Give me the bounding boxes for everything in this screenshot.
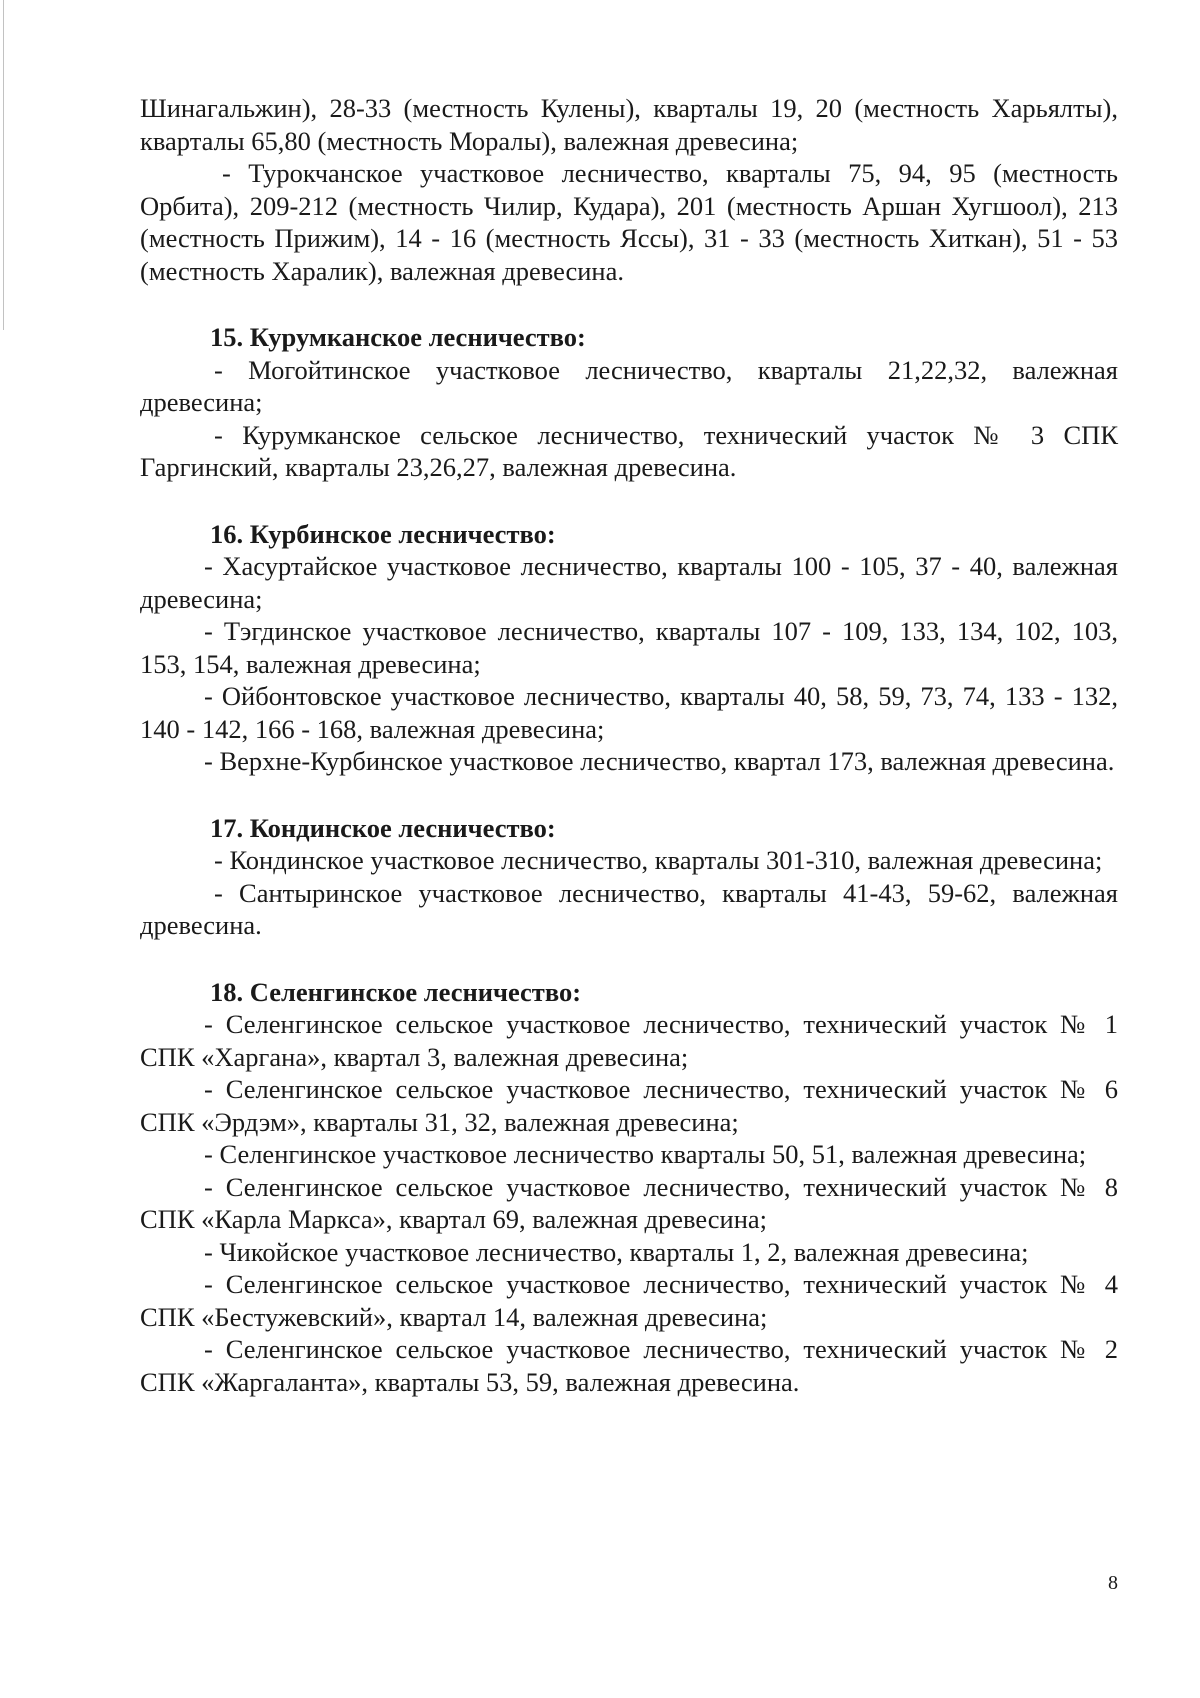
section-heading: 17. Кондинское лесничество:: [210, 812, 556, 843]
document-page: [140, 92, 1118, 1398]
list-item: - Селенгинское сельское участковое лесничество, технический участок № 6 СПК «Эрдэм», кварталы 31, 32, валежная древесина;: [140, 1074, 1118, 1137]
list-item: - Селенгинское участковое лесничество кварталы 50, 51, валежная древесина;: [204, 1139, 1087, 1169]
list-item: - Верхне-Курбинское участковое лесничество, квартал 173, валежная древесина.: [204, 746, 1115, 776]
list-item: - Тэгдинское участковое лесничество, кварталы 107 - 109, 133, 134, 102, 103, 153, 154, валежная древесина;: [140, 616, 1118, 679]
list-item: - Чикойское участковое лесничество, кварталы 1, 2, валежная древесина;: [204, 1236, 1029, 1267]
list-item: - Сантыринское участковое лесничество, кварталы 41-43, 59-62, валежная древесина.: [140, 877, 1118, 940]
scan-edge-line: [3, 0, 4, 330]
list-item: - Хасуртайское участковое лесничество, кварталы 100 - 105, 37 - 40, валежная древесина;: [140, 551, 1118, 614]
intro-paragraph: Шинагальжин), 28-33 (местность Кулены), кварталы 19, 20 (местность Харьялты), кварталы 65,80 (местность Моралы), валежная древесина;: [140, 93, 1118, 156]
list-item: - Селенгинское сельское участковое лесничество, технический участок № 1 СПК «Харгана», квартал 3, валежная древесина;: [140, 1009, 1118, 1072]
list-item: - Курумканское сельское лесничество, технический участок № 3 СПК Гаргинский, кварталы 23,26,27, валежная древесина.: [140, 419, 1118, 482]
section-heading: 18. Селенгинское лесничество:: [210, 976, 582, 1007]
section-heading: 15. Курумканское лесничество:: [210, 322, 586, 352]
page-number: 8: [1108, 1572, 1118, 1594]
list-item: - Селенгинское сельское участковое лесничество, технический участок № 2 СПК «Жаргаланта», кварталы 53, 59, валежная древесина.: [140, 1334, 1118, 1397]
list-item: - Могойтинское участковое лесничество, кварталы 21,22,32, валежная древесина;: [140, 354, 1118, 417]
list-item: - Кондинское участковое лесничество, кварталы 301-310, валежная древесина;: [214, 845, 1103, 875]
section-heading: 16. Курбинское лесничество:: [210, 518, 556, 549]
list-item: - Ойбонтовское участковое лесничество, кварталы 40, 58, 59, 73, 74, 133 - 132, 140 - 142, 166 - 168, валежная древесина;: [140, 681, 1118, 744]
intro-paragraph: - Турокчанское участковое лесничество, кварталы 75, 94, 95 (местность Орбита), 209-212 (местность Чилир, Кудара), 201 (местность Аршан Хугшоол), 213 (местность Прижим), 14 - 16 (местность Яссы), 31 - 33 (местность Хиткан), 51 - 53 (местность Харалик), валежная древесина.: [140, 158, 1118, 286]
list-item: - Селенгинское сельское участковое лесничество, технический участок № 4 СПК «Бестужевский», квартал 14, валежная древесина;: [140, 1269, 1118, 1332]
list-item: - Селенгинское сельское участковое лесничество, технический участок № 8 СПК «Карла Маркса», квартал 69, валежная древесина;: [140, 1171, 1118, 1234]
